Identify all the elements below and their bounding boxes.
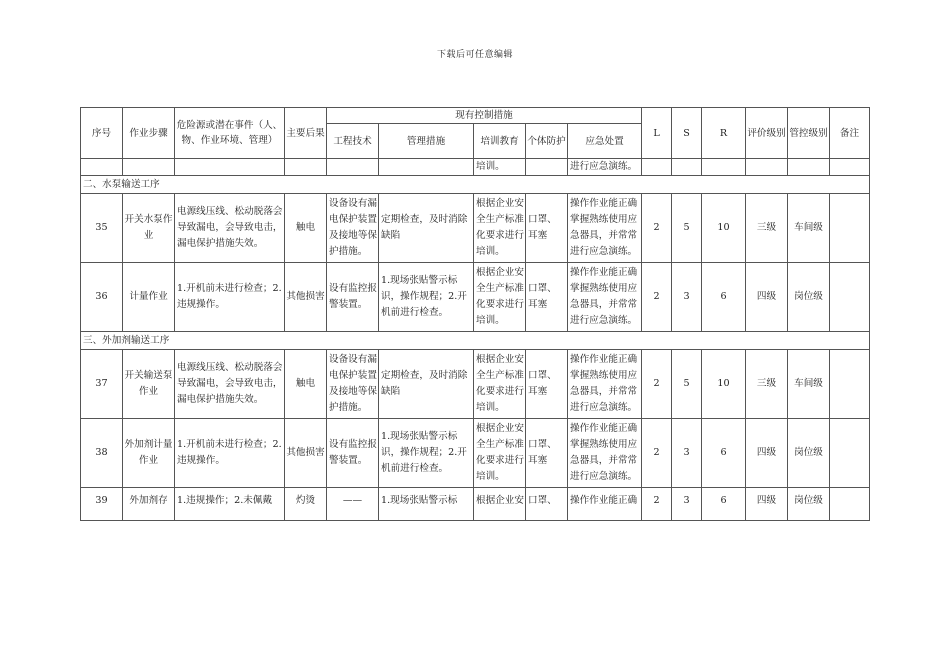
cell-mgmt: 1.现场张贴警示标识，操作规程；2.开机前进行检查。 — [379, 263, 474, 332]
cell-emergency: 进行应急演练。 — [568, 159, 642, 176]
cell-remark — [830, 263, 870, 332]
cell-emergency: 操作作业能正确掌握熟练使用应急器具，并常常进行应急演练。 — [568, 350, 642, 419]
cell-remark — [830, 194, 870, 263]
cell-mgmt: 1.现场张贴警示标 — [379, 488, 474, 521]
cell-ctrl-level: 车间级 — [788, 194, 830, 263]
cell-ctrl-level: 岗位级 — [788, 263, 830, 332]
table-row — [81, 488, 870, 521]
cell-l: 2 — [642, 419, 672, 488]
cell-step: 外加剂存 — [123, 488, 175, 521]
table-row — [81, 350, 870, 419]
cell-seq: 35 — [81, 194, 123, 263]
cell-emergency: 操作作业能正确掌握熟练使用应急器具，并常常进行应急演练。 — [568, 194, 642, 263]
cell-seq: 36 — [81, 263, 123, 332]
table-row — [81, 419, 870, 488]
table-row — [81, 159, 870, 176]
cell-step: 开关水泵作业 — [123, 194, 175, 263]
cell-seq: 38 — [81, 419, 123, 488]
cell-r: 10 — [702, 350, 746, 419]
table-row — [81, 194, 870, 263]
cell-s: 3 — [672, 263, 702, 332]
cell-r: 6 — [702, 488, 746, 521]
cell-level: 三级 — [746, 194, 788, 263]
cell-mgmt: 定期检查，及时消除缺陷 — [379, 350, 474, 419]
cell-l: 2 — [642, 488, 672, 521]
cell-l: 2 — [642, 194, 672, 263]
cell-consequence: 其他损害 — [285, 263, 327, 332]
cell-hazard: 1.违规操作；2.未佩戴 — [175, 488, 285, 521]
cell-l: 2 — [642, 350, 672, 419]
cell-ctrl-level: 车间级 — [788, 350, 830, 419]
section-row — [81, 332, 870, 350]
header-hazard: 危险源或潜在事件（人、物、作业环境、管理） — [175, 108, 285, 159]
header-controls: 现有控制措施 — [327, 108, 642, 124]
header-step: 作业步骤 — [123, 108, 175, 159]
cell-consequence: 其他损害 — [285, 419, 327, 488]
cell-eng: 设有监控报警装置。 — [327, 419, 379, 488]
cell-hazard: 1.开机前未进行检查；2.违规操作。 — [175, 263, 285, 332]
cell-ppe: 口罩、耳塞 — [526, 194, 568, 263]
cell-remark — [830, 488, 870, 521]
cell-s: 3 — [672, 488, 702, 521]
cell-emergency: 操作作业能正确 — [568, 488, 642, 521]
cell-mgmt: 定期检查，及时消除缺陷 — [379, 194, 474, 263]
cell-consequence: 触电 — [285, 194, 327, 263]
cell-level: 四级 — [746, 263, 788, 332]
cell-seq: 39 — [81, 488, 123, 521]
cell-hazard: 1.开机前未进行检查；2.违规操作。 — [175, 419, 285, 488]
cell-r: 6 — [702, 263, 746, 332]
cell-seq: 37 — [81, 350, 123, 419]
cell-train: 根据企业安全生产标准化要求进行培训。 — [474, 350, 526, 419]
cell-level: 四级 — [746, 488, 788, 521]
header-s: S — [672, 108, 702, 159]
header-level: 评价级别 — [746, 108, 788, 159]
cell-eng: 设备设有漏电保护装置及接地等保护措施。 — [327, 350, 379, 419]
header-train: 培训教育 — [474, 124, 526, 159]
header-remark: 备注 — [830, 108, 870, 159]
cell-s: 5 — [672, 350, 702, 419]
cell-r: 6 — [702, 419, 746, 488]
header-ctrl-level: 管控级别 — [788, 108, 830, 159]
cell-s: 3 — [672, 419, 702, 488]
cell-ppe: 口罩、 — [526, 488, 568, 521]
cell-step: 计量作业 — [123, 263, 175, 332]
header-seq: 序号 — [81, 108, 123, 159]
cell-remark — [830, 419, 870, 488]
cell-level: 四级 — [746, 419, 788, 488]
cell-ctrl-level: 岗位级 — [788, 419, 830, 488]
cell-r: 10 — [702, 194, 746, 263]
cell-train: 根据企业安全生产标准化要求进行培训。 — [474, 194, 526, 263]
header-eng: 工程技术 — [327, 124, 379, 159]
header-consequence: 主要后果 — [285, 108, 327, 159]
cell-ppe: 口罩、耳塞 — [526, 263, 568, 332]
header-r: R — [702, 108, 746, 159]
cell-ppe: 口罩、耳塞 — [526, 350, 568, 419]
cell-train: 根据企业安 — [474, 488, 526, 521]
header-ppe: 个体防护 — [526, 124, 568, 159]
section-row — [81, 176, 870, 194]
section-title: 二、水泵输送工序 — [81, 176, 870, 194]
cell-train: 根据企业安全生产标准化要求进行培训。 — [474, 263, 526, 332]
cell-consequence: 灼烫 — [285, 488, 327, 521]
cell-ctrl-level: 岗位级 — [788, 488, 830, 521]
cell-ppe: 口罩、耳塞 — [526, 419, 568, 488]
header-l: L — [642, 108, 672, 159]
cell-level: 三级 — [746, 350, 788, 419]
cell-eng: 设备设有漏电保护装置及接地等保护措施。 — [327, 194, 379, 263]
cell-step: 开关输送泵作业 — [123, 350, 175, 419]
cell-emergency: 操作作业能正确掌握熟练使用应急器具，并常常进行应急演练。 — [568, 419, 642, 488]
table-header-row — [81, 108, 870, 124]
cell-remark — [830, 350, 870, 419]
cell-consequence: 触电 — [285, 350, 327, 419]
header-emergency: 应急处置 — [568, 124, 642, 159]
cell-emergency: 操作作业能正确掌握熟练使用应急器具，并常常进行应急演练。 — [568, 263, 642, 332]
cell-s: 5 — [672, 194, 702, 263]
cell-step: 外加剂计量作业 — [123, 419, 175, 488]
section-title: 三、外加剂输送工序 — [81, 332, 870, 350]
header-mgmt: 管理措施 — [379, 124, 474, 159]
cell-train: 培训。 — [474, 159, 526, 176]
cell-train: 根据企业安全生产标准化要求进行培训。 — [474, 419, 526, 488]
cell-eng: —— — [327, 488, 379, 521]
page-header-note: 下载后可任意编辑 — [436, 50, 513, 60]
cell-l: 2 — [642, 263, 672, 332]
cell-eng: 设有监控报警装置。 — [327, 263, 379, 332]
table-row — [81, 263, 870, 332]
cell-hazard: 电源线压线、松动脱落会导致漏电，会导致电击，漏电保护措施失效。 — [175, 350, 285, 419]
cell-hazard: 电源线压线、松动脱落会导致漏电，会导致电击，漏电保护措施失效。 — [175, 194, 285, 263]
risk-assessment-table — [80, 107, 870, 521]
cell-mgmt: 1.现场张贴警示标识，操作规程；2.开机前进行检查。 — [379, 419, 474, 488]
